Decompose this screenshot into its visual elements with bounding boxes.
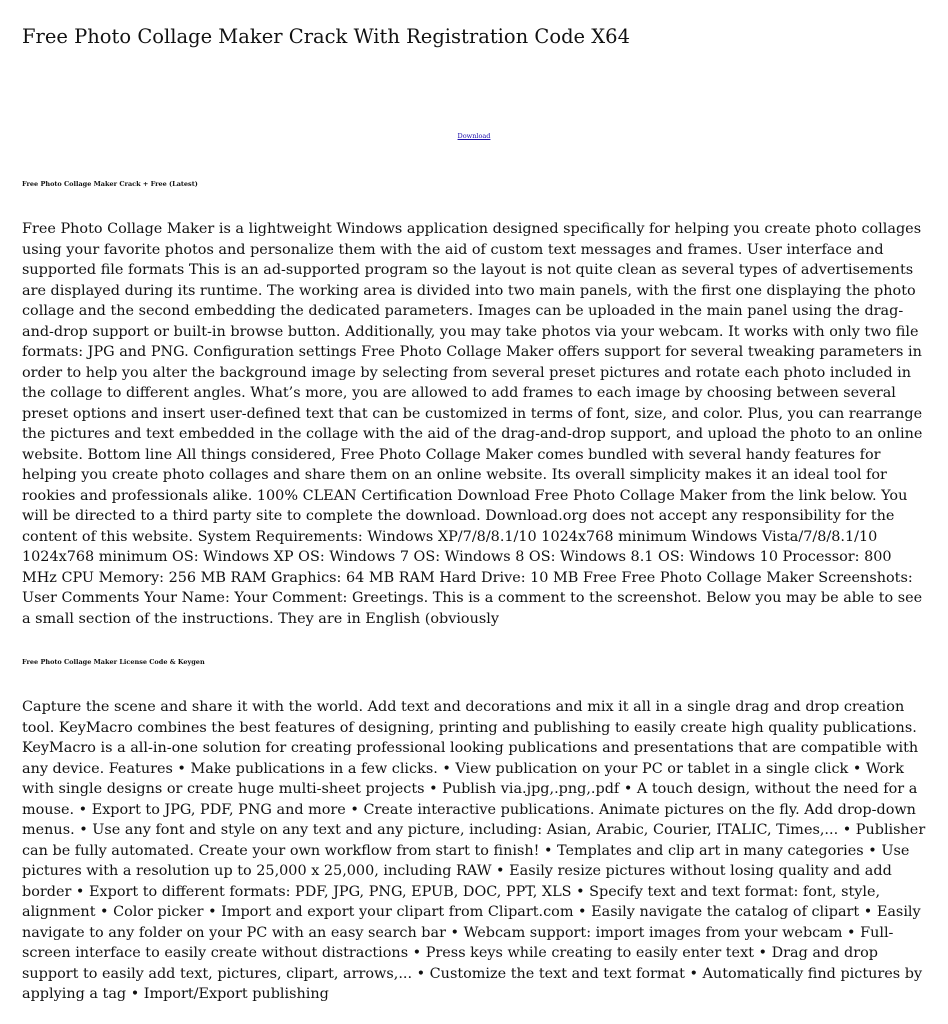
section-heading-crack: Free Photo Collage Maker Crack + Free (Latest) <box>22 180 198 188</box>
section-body-description: Free Photo Collage Maker is a lightweight Windows application designed specifically for helping you create photo collages using your favorite photos and personalize them with the aid of custom text messages and frames. User interface and supported file formats This is an ad-supported program so the layout is not quite clean as several types of advertisements are displayed during its runtime. The working area is divided into two main panels, with the first one displaying the photo collage and the second embedding the dedicated parameters. Images can be uploaded in the main panel using the drag-and-drop support or built-in browse button. Additionally, you may take photos via your webcam. It works with only two file formats: JPG and PNG. Configuration settings Free Photo Collage Maker offers support for several tweaking parameters in order to help you alter the background image by selecting from several preset pictures and rotate each photo included in the collage to different angles. What’s more, you are allowed to add frames to each image by choosing between several preset options and insert user-defined text that can be customized in terms of font, size, and color. Plus, you can rearrange the pictures and text embedded in the collage with the aid of the drag-and-drop support, and upload the photo to an online website. Bottom line All things considered, Free Photo Collage Maker comes bundled with several handy features for helping you create photo collages and share them on an online website. Its overall simplicity makes it an ideal tool for rookies and professionals alike. 100% CLEAN Certification Download Free Photo Collage Maker from the link below. You will be directed to a third party site to complete the download. Download.org does not accept any responsibility for the content of this website. System Requirements: Windows XP/7/8/8.1/10 1024x768 minimum Windows Vista/7/8/8.1/10 1024x768 minimum OS: Windows XP OS: Windows 7 OS: Windows 8 OS: Windows 8.1 OS: Windows 10 Processor: 800 MHz CPU Memory: 256 MB RAM Graphics: 64 MB RAM Hard Drive: 10 MB Free Free Photo Collage Maker Screenshots: User Comments Your Name: Your Comment: Greetings. This is a comment to the screenshot. Below you may be able to see a small section of the instructions. They are in English (obviously <box>22 221 923 627</box>
section-heading-license: Free Photo Collage Maker License Code & Keygen <box>22 658 205 666</box>
page-title: Free Photo Collage Maker Crack With Registration Code X64 <box>22 25 630 48</box>
download-link[interactable]: Download <box>457 132 491 140</box>
section-body-features: Capture the scene and share it with the world. Add text and decorations and mix it all in a single drag and drop creation tool. KeyMacro combines the best features of designing, printing and publishing to easily create high quality publications. KeyMacro is a all-in-one solution for creating professional looking publications and presentations that are compatible with any device. Features • Make publications in a few clicks. • View publication on your PC or tablet in a single click • Work with single designs or create huge multi-sheet projects • Publish via.jpg,.png,.pdf • A touch design, without the need for a mouse. • Export to JPG, PDF, PNG and more • Create interactive publications. Animate pictures on the fly. Add drop-down menus. • Use any font and style on any text and any picture, including: Asian, Arabic, Courier, ITALIC, Times,... • Publisher can be fully automated. Create your own workflow from start to finish! • Templates and clip art in many categories • Use pictures with a resolution up to 25,000 x 25,000, including RAW • Easily resize pictures without losing quality and add border • Export to different formats: PDF, JPG, PNG, EPUB, DOC, PPT, XLS • Specify text and text format: font, style, alignment • Color picker • Import and export your clipart from Clipart.com • Easily navigate the catalog of clipart • Easily navigate to any folder on your PC with an easy search bar • Webcam support: import images from your webcam • Full-screen interface to easily create without distractions • Press keys while creating to easily enter text • Drag and drop support to easily add text, pictures, clipart, arrows,... • Customize the text and text format • Automatically find pictures by applying a tag • Import/Export publishing <box>22 699 926 1002</box>
